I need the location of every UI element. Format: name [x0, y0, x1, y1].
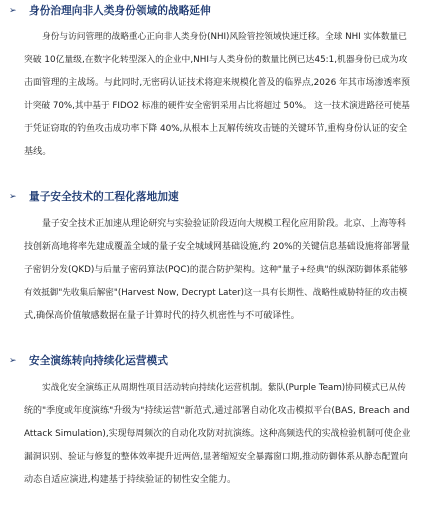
paragraph-line: 突破 10亿量级,在数字化转型深入的企业中,NHI与人类身份的数量比例已达45:1,机器身份已成为攻 — [24, 55, 408, 65]
paragraph-line: 统的"季度或年度演练"升级为"持续运营"新范式,通过部署自动化攻击模拟平台(BAS, Breach and — [24, 406, 410, 416]
section-title: 身份治理向非人类身份领域的战略延伸 — [29, 5, 211, 17]
section-paragraph — [24, 377, 410, 492]
paragraph-line: 式,确保高价值敏感数据在量子计算时代的持久机密性与不可破译性。 — [24, 311, 300, 321]
section-title: 安全演练转向持续化运营模式 — [29, 355, 169, 367]
paragraph-line: 基线。 — [24, 147, 52, 157]
section-heading — [9, 2, 211, 20]
paragraph-line: 计突破 70%,其中基于 FIDO2 标准的硬件安全密钥采用占比将超过 50%。 这一技术演进路径可使基 — [24, 101, 410, 111]
arrow-bullet-icon: ➢ — [9, 192, 17, 202]
paragraph-line: 于凭证窃取的钓鱼攻击成功率下降 40%,从根本上瓦解传统攻击链的关键环节,重构身份认证的安全 — [24, 124, 408, 134]
paragraph-line: 量子安全技术正加速从理论研究与实验验证阶段迈向大规模工程化应用阶段。北京、上海等科 — [42, 219, 406, 229]
paragraph-line: 身份与访问管理的战略重心正向非人类身份(NHI)风险管控领域快速迁移。全球 NHI 实体数量已 — [42, 32, 407, 42]
section-title: 量子安全技术的工程化落地加速 — [29, 191, 179, 203]
section-paragraph — [24, 26, 410, 164]
paragraph-line: 子密钥分发(QKD)与后量子密码算法(PQC)的混合防护架构。这种"量子+经典"的纵深防御体系能够 — [24, 265, 408, 275]
arrow-bullet-icon: ➢ — [9, 6, 17, 16]
paragraph-line: 动态自适应演进,构建基于持续验证的韧性安全能力。 — [24, 475, 237, 485]
paragraph-line: Attack Simulation),实现每周频次的自动化攻防对抗演练。这种高频迭代的实战检验机制可使企业 — [24, 429, 410, 439]
section-heading — [9, 352, 168, 370]
paragraph-line: 有效抵御"先收集后解密"(Harvest Now, Decrypt Later)这一具有长期性、战略性威胁特征的攻击模 — [24, 288, 408, 298]
section-paragraph — [24, 213, 410, 328]
paragraph-line: 实战化安全演练正从周期性项目活动转向持续化运营机制。紫队(Purple Team)协同模式已从传 — [42, 383, 406, 393]
paragraph-line: 漏洞识别、验证与修复的整体效率提升近两倍,显著缩短安全暴露窗口期,推动防御体系从静态配置向 — [24, 452, 408, 462]
arrow-bullet-icon: ➢ — [9, 356, 17, 366]
paragraph-line: 击面管理的主战场。与此同时,无密码认证技术将迎来规模化普及的临界点,2026 年其市场渗透率预 — [24, 78, 410, 88]
section-heading — [9, 188, 179, 206]
paragraph-line: 技创新高地将率先建成覆盖全域的量子安全城域网基础设施,约 20%的关键信息基础设施将部署量 — [24, 242, 410, 252]
